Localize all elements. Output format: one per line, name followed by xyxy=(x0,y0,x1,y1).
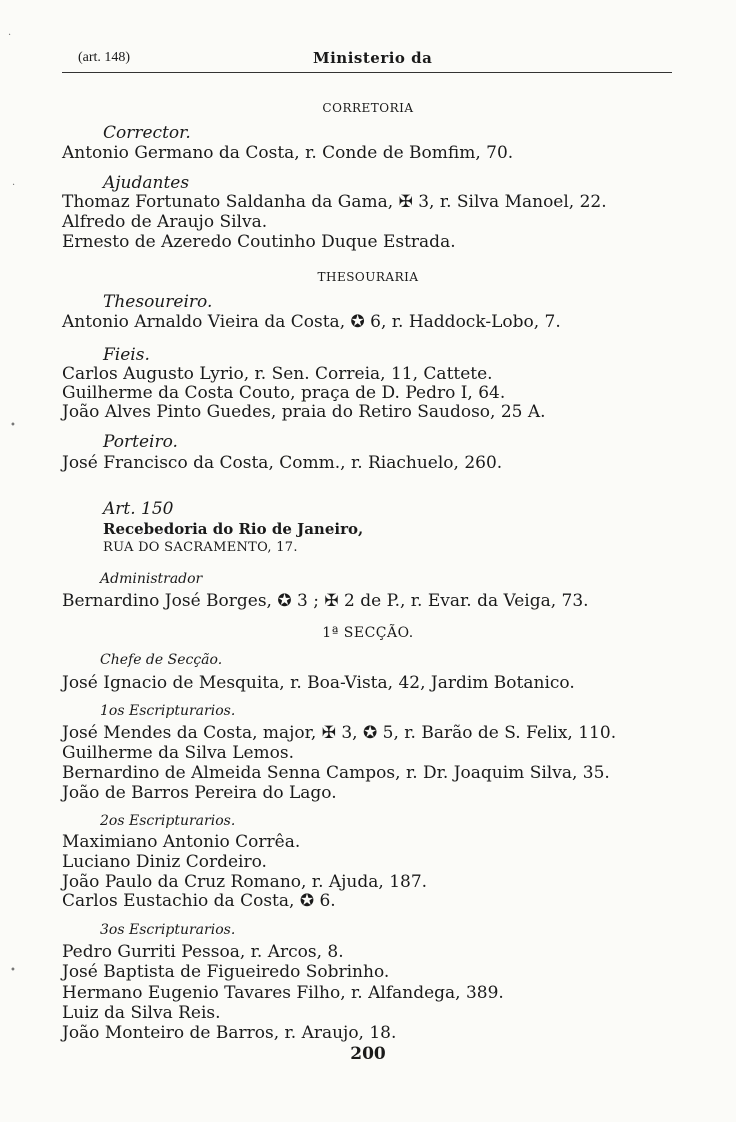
scan-speck: · xyxy=(12,180,16,191)
role-chefe: Chefe de Secção. xyxy=(100,652,223,668)
scan-speck: · xyxy=(8,30,12,41)
entry-line: José Francisco da Costa, Comm., r. Riachuelo, 260. xyxy=(62,453,503,473)
role-administrador: Administrador xyxy=(100,571,203,587)
scan-speck: • xyxy=(10,420,16,431)
role-segundos-escripturarios: 2os Escripturarios. xyxy=(100,813,236,829)
role-thesoureiro: Thesoureiro. xyxy=(103,292,213,312)
entry-line: Antonio Arnaldo Vieira da Costa, ✪ 6, r. Haddock-Lobo, 7. xyxy=(62,312,561,332)
entry-line: José Mendes da Costa, major, ✠ 3, ✪ 5, r. Barão de S. Felix, 110. xyxy=(62,723,617,743)
entry-line: José Ignacio de Mesquita, r. Boa-Vista, 42, Jardim Botanico. xyxy=(62,673,575,693)
section-title-secao1: 1ª SECÇÃO. xyxy=(322,625,414,641)
section-title-corretoria: CORRETORIA xyxy=(322,101,414,115)
entry-line: José Baptista de Figueiredo Sobrinho. xyxy=(62,962,390,982)
role-terceiros-escripturarios: 3os Escripturarios. xyxy=(100,922,236,938)
entry-line: Carlos Augusto Lyrio, r. Sen. Correia, 11, Cattete. xyxy=(62,364,493,384)
running-header xyxy=(78,50,678,72)
entry-line: João Monteiro de Barros, r. Araujo, 18. xyxy=(62,1023,397,1043)
role-porteiro: Porteiro. xyxy=(103,432,178,452)
entry-line: Alfredo de Araujo Silva. xyxy=(62,212,268,232)
entry-line: Luiz da Silva Reis. xyxy=(62,1003,221,1023)
entry-line: João Paulo da Cruz Romano, r. Ajuda, 187. xyxy=(62,872,428,892)
entry-line: Pedro Gurriti Pessoa, r. Arcos, 8. xyxy=(62,942,344,962)
entry-line: Maximiano Antonio Corrêa. xyxy=(62,832,301,852)
entry-line: Guilherme da Silva Lemos. xyxy=(62,743,295,763)
entry-line: Hermano Eugenio Tavares Filho, r. Alfandega, 389. xyxy=(62,983,504,1003)
scan-speck: • xyxy=(10,965,16,976)
entry-line: João de Barros Pereira do Lago. xyxy=(62,783,337,803)
header-title: Ministerio da xyxy=(313,49,433,67)
role-ajudantes: Ajudantes xyxy=(103,173,190,193)
article-ref: (art. 148) xyxy=(78,50,131,65)
entry-line: Carlos Eustachio da Costa, ✪ 6. xyxy=(62,891,336,911)
section-title-thesouraria: THESOURARIA xyxy=(317,270,419,284)
institution-address: RUA DO SACRAMENTO, 17. xyxy=(103,540,298,555)
role-corrector: Corrector. xyxy=(103,123,191,143)
institution-title: Recebedoria do Rio de Janeiro, xyxy=(103,520,364,538)
header-rule xyxy=(62,72,672,73)
role-primeiros-escripturarios: 1os Escripturarios. xyxy=(100,703,236,719)
entry-line: Ernesto de Azeredo Coutinho Duque Estrada. xyxy=(62,232,456,252)
entry-line: João Alves Pinto Guedes, praia do Retiro Saudoso, 25 A. xyxy=(62,402,546,422)
entry-line: Antonio Germano da Costa, r. Conde de Bomfim, 70. xyxy=(62,143,514,163)
entry-line: Luciano Diniz Cordeiro. xyxy=(62,852,267,872)
page-number: 200 xyxy=(350,1044,386,1064)
role-fieis: Fieis. xyxy=(103,345,150,365)
article-number: Art. 150 xyxy=(103,499,174,519)
entry-line: Thomaz Fortunato Saldanha da Gama, ✠ 3, r. Silva Manoel, 22. xyxy=(62,192,607,212)
entry-line: Bernardino de Almeida Senna Campos, r. Dr. Joaquim Silva, 35. xyxy=(62,763,610,783)
entry-line: Guilherme da Costa Couto, praça de D. Pedro I, 64. xyxy=(62,383,506,403)
entry-line: Bernardino José Borges, ✪ 3 ; ✠ 2 de P., r. Evar. da Veiga, 73. xyxy=(62,591,589,611)
